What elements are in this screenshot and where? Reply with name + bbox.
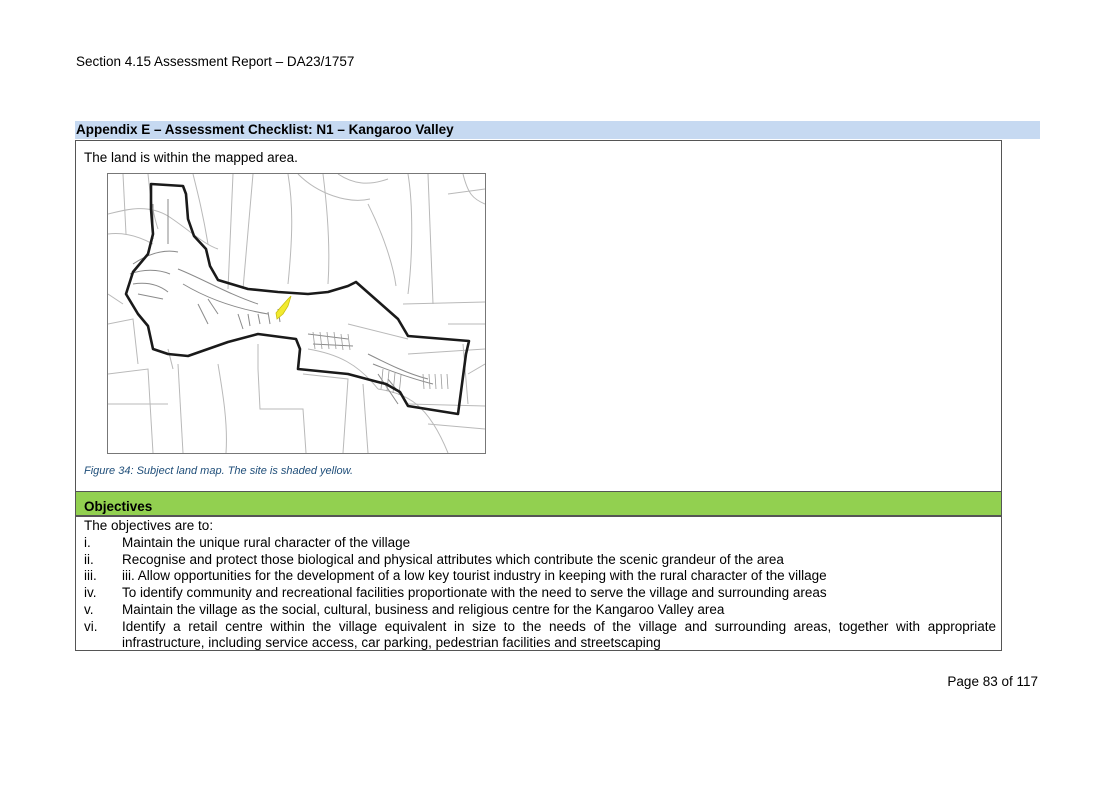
- objectives-section: [75, 516, 1002, 651]
- lot-ticks: [313, 332, 448, 395]
- map-intro-text: The land is within the mapped area.: [84, 150, 298, 165]
- objectives-heading: Objectives: [75, 491, 1002, 516]
- objective-text: Maintain the unique rural character of the village: [122, 535, 411, 550]
- appendix-title: Appendix E – Assessment Checklist: N1 – Kangaroo Valley: [75, 121, 1040, 139]
- objective-text: Maintain the village as the social, cultural, business and religious centre for the Kangaroo Valley area: [122, 601, 725, 617]
- objective-item: [84, 585, 996, 602]
- objective-number: v.: [84, 601, 94, 617]
- objective-item: [84, 602, 996, 619]
- objective-text: iii. Allow opportunities for the development of a low key tourist industry in keeping with the rural character of the village: [122, 568, 827, 584]
- figure-caption: Figure 34: Subject land map. The site is shaded yellow.: [84, 465, 354, 477]
- objective-number: iii.: [84, 568, 97, 584]
- objective-item: [84, 552, 996, 569]
- map-section: [75, 140, 1002, 492]
- objective-number: i.: [84, 535, 91, 550]
- objective-number: ii.: [84, 551, 94, 567]
- objective-text: Recognise and protect those biological and physical attributes which contribute the scenic grandeur of the area: [122, 551, 784, 567]
- objective-item: [84, 619, 996, 652]
- objectives-list: [84, 535, 996, 652]
- objective-number: iv.: [84, 585, 97, 601]
- objectives-intro: The objectives are to:: [84, 518, 214, 533]
- objective-item: [84, 568, 996, 585]
- objective-item: [84, 535, 996, 552]
- objective-text: To identify community and recreational facilities proportionate with the need to serve the village and surrounding areas: [122, 585, 827, 601]
- map-graphic: [108, 174, 485, 453]
- page-number: Page 83 of 117: [947, 674, 1038, 689]
- report-header: Section 4.15 Assessment Report – DA23/1757: [76, 54, 355, 69]
- street-hatching: [130, 199, 433, 404]
- subject-site-shading: [276, 296, 291, 319]
- subject-land-map: [107, 173, 486, 454]
- objective-number: vi.: [84, 618, 98, 634]
- parcel-lines: [108, 174, 485, 453]
- objective-text: Identify a retail centre within the village equivalent in size to the needs of the village and surrounding areas, together with appropriate infrastructure, including service access, car parking, pedestrian facilities and streetscaping: [122, 618, 996, 651]
